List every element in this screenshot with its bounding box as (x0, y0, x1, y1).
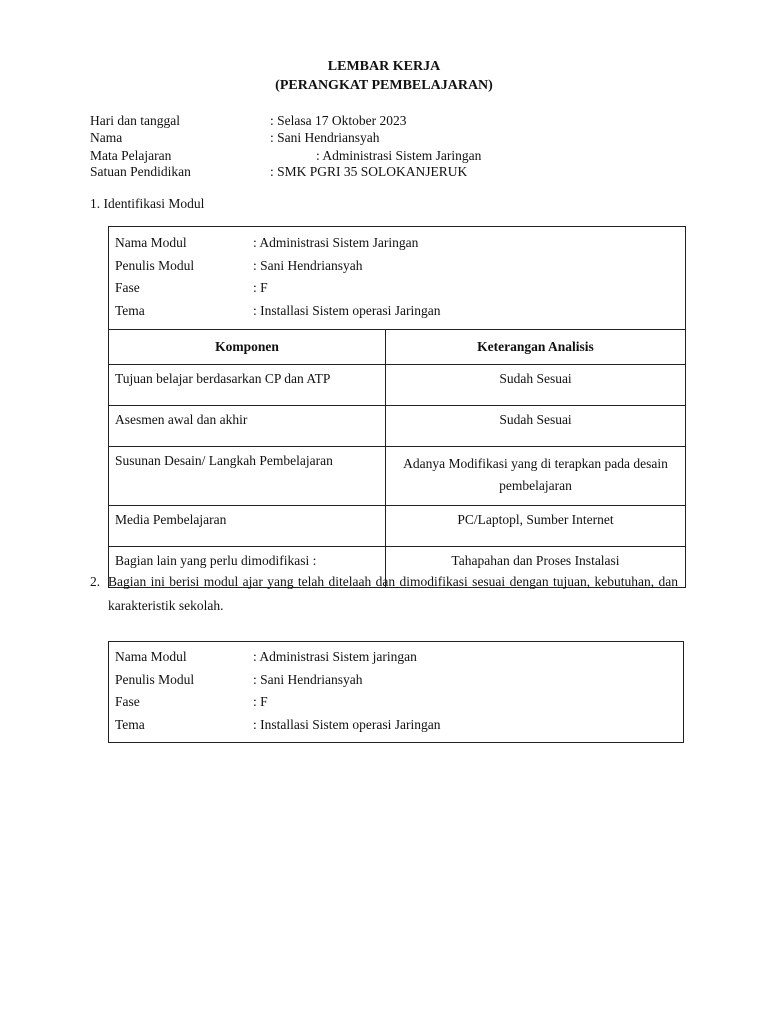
module-info-line (115, 714, 677, 737)
module-info-cell (109, 227, 686, 330)
komponen-cell: Tujuan belajar berdasarkan CP dan ATP (109, 365, 386, 406)
module-name-label: Nama Modul (115, 235, 187, 250)
komponen-cell: Asesmen awal dan akhir (109, 406, 386, 447)
keterangan-cell: Sudah Sesuai (386, 406, 686, 447)
module-name-label: Nama Modul (115, 649, 187, 664)
komponen-cell: Media Pembelajaran (109, 506, 386, 547)
keterangan-cell: PC/Laptopl, Sumber Internet (386, 506, 686, 547)
identification-table (108, 226, 686, 588)
module-theme-value: : Installasi Sistem operasi Jaringan (253, 302, 441, 318)
section-2-text: Bagian ini berisi modul ajar yang telah ditelaah dan dimodifikasi sesuai dengan tujuan, kebutuhan, dan karakteristik sekolah. (108, 574, 678, 613)
info-value-subject: : Administrasi Sistem Jaringan (316, 148, 482, 163)
info-value-name: : Sani Hendriansyah (270, 130, 380, 145)
module-phase-value: : F (253, 694, 268, 709)
section-2-number: 2. (90, 574, 101, 589)
module-phase-label: Fase (115, 694, 140, 709)
module-info-line (115, 255, 679, 278)
module-theme-label: Tema (115, 716, 145, 732)
module-phase-value: : F (253, 280, 268, 295)
keterangan-cell: Adanya Modifikasi yang di terapkan pada desain pembelajaran (386, 447, 686, 506)
keterangan-cell: Tahapahan dan Proses Instalasi (386, 547, 686, 588)
table-header-row (109, 330, 686, 365)
module-theme-label: Tema (115, 302, 145, 318)
info-value-date: : Selasa 17 Oktober 2023 (270, 113, 407, 128)
table-row (109, 447, 686, 506)
module-info-line (115, 691, 677, 714)
module-info-line (115, 277, 679, 300)
module-author-value: : Sani Hendriansyah (253, 257, 363, 273)
module-info-line (115, 669, 677, 692)
table-row (109, 506, 686, 547)
module-info-row (109, 227, 686, 330)
table-row (109, 406, 686, 447)
module-theme-value: : Installasi Sistem operasi Jaringan (253, 716, 441, 732)
info-label-name: Nama (90, 130, 123, 145)
section-1-title: 1. Identifikasi Modul (90, 196, 205, 211)
komponen-cell: Susunan Desain/ Langkah Pembelajaran (109, 447, 386, 506)
komponen-cell: Bagian lain yang perlu dimodifikasi : (109, 547, 386, 588)
info-value-school: : SMK PGRI 35 SOLOKANJERUK (270, 164, 468, 179)
module-info-line (115, 646, 677, 669)
module-author-value: : Sani Hendriansyah (253, 671, 363, 687)
info-label-school: Satuan Pendidikan (90, 164, 191, 179)
column-header-keterangan: Keterangan Analisis (386, 330, 686, 365)
page-subtitle: (PERANGKAT PEMBELAJARAN) (275, 78, 493, 93)
info-label-subject: Mata Pelajaran (90, 148, 172, 163)
column-header-komponen: Komponen (109, 330, 386, 365)
module-name-value: : Administrasi Sistem jaringan (253, 649, 417, 664)
module-author-label: Penulis Modul (115, 671, 195, 687)
keterangan-cell: Sudah Sesuai (386, 365, 686, 406)
module-info-line (115, 232, 679, 255)
info-label-date: Hari dan tanggal (90, 113, 180, 128)
module-author-label: Penulis Modul (115, 257, 195, 273)
page-title: LEMBAR KERJA (327, 59, 441, 74)
section-2-paragraph (90, 570, 678, 618)
module-info-box (108, 641, 684, 743)
module-name-value: : Administrasi Sistem Jaringan (253, 235, 419, 250)
module-info-line (115, 300, 679, 323)
module-phase-label: Fase (115, 280, 140, 295)
table-row (109, 365, 686, 406)
